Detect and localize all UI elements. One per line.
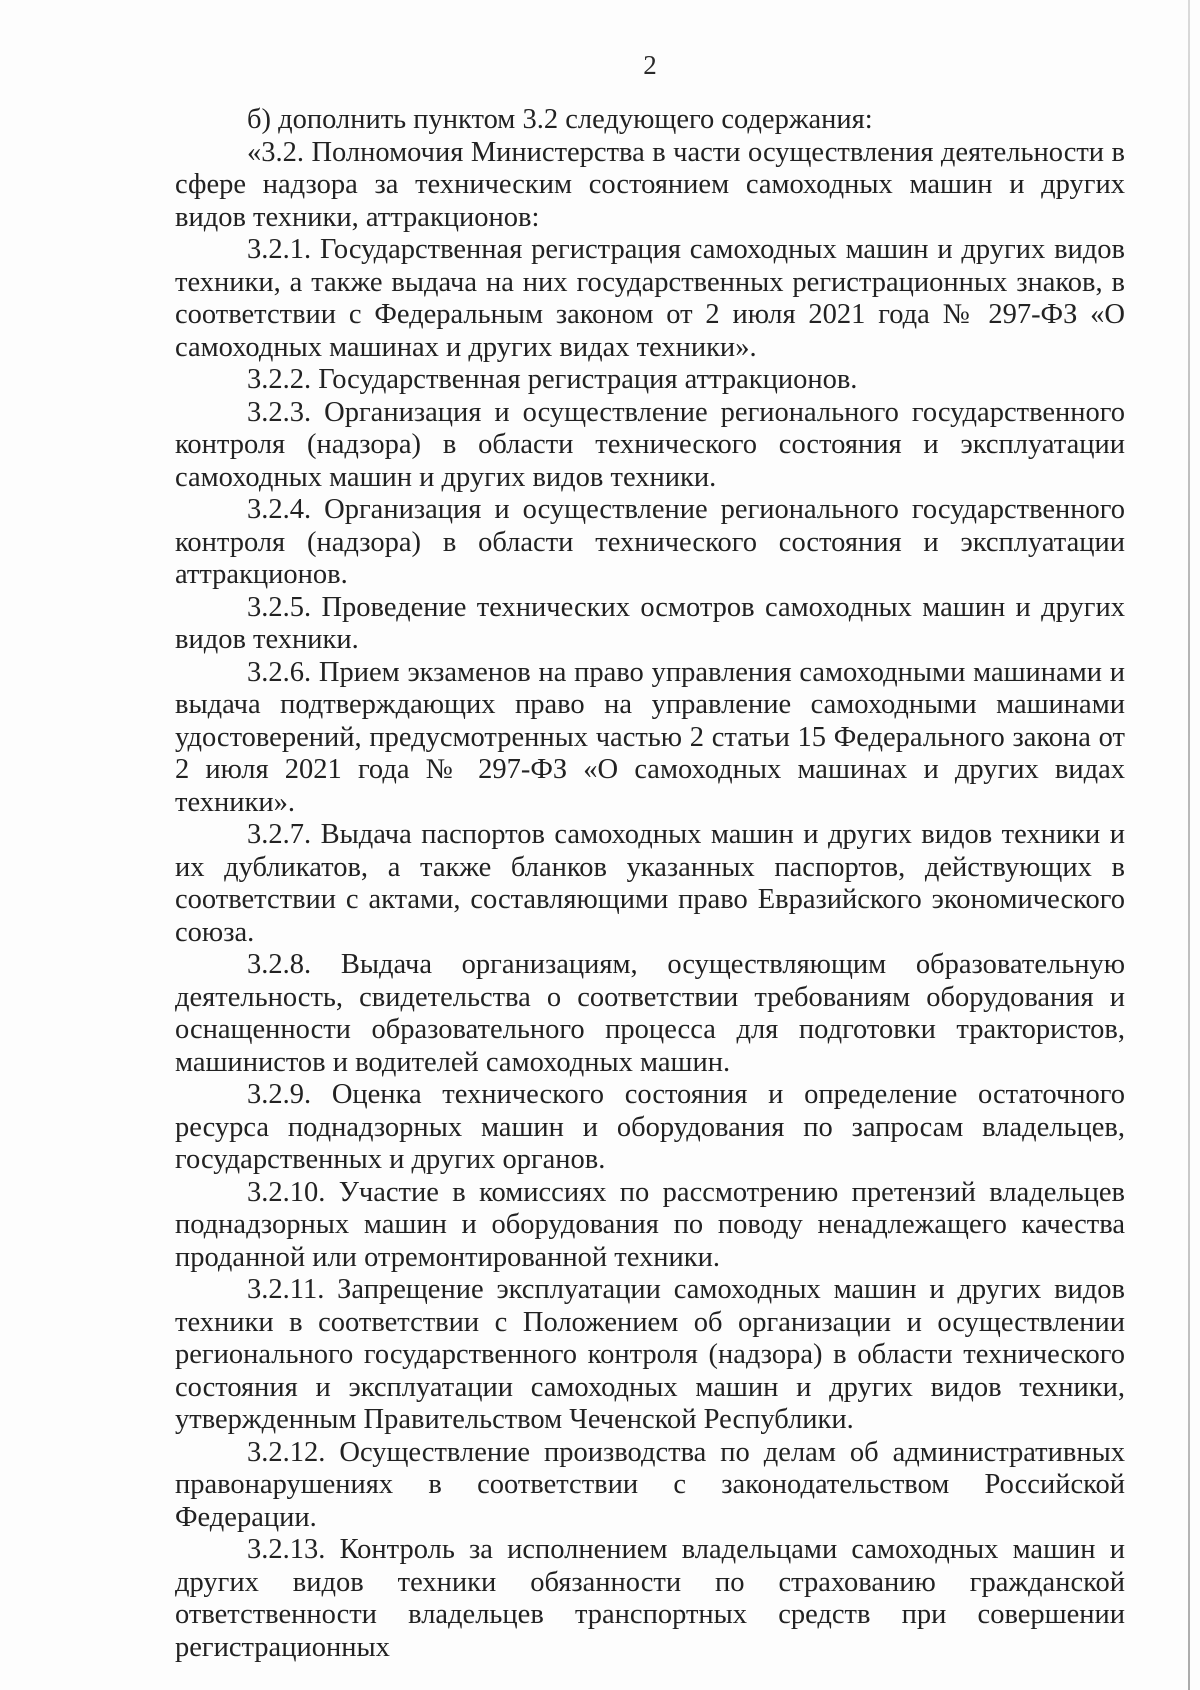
- paragraph-3-2-11: 3.2.11. Запрещение эксплуатации самоходных машин и других видов техники в соответствии с Положением об организации и осуществлении регионального государственного контроля (надзора) в области технического состояния и эксплуатации самоходных машин и других видов техники, утвержденным Правительством Чеченской Республики.: [175, 1274, 1125, 1435]
- paragraph-3-2-8: 3.2.8. Выдача организациям, осуществляющим образовательную деятельность, свидетельства о соответствии требованиям оборудования и оснащенности образовательного процесса для подготовки трактористов, машинистов и водителей самоходных машин.: [175, 949, 1125, 1078]
- paragraph-3-2-5: 3.2.5. Проведение технических осмотров самоходных машин и других видов техники.: [175, 591, 1125, 655]
- paragraph-3-2-9: 3.2.9. Оценка технического состояния и определение остаточного ресурса поднадзорных машин и оборудования по запросам владельцев, государственных и других органов.: [175, 1079, 1125, 1175]
- document-body: [175, 104, 1125, 1664]
- scan-edge-shadow: [1188, 0, 1190, 1690]
- paragraph-3-2-4: 3.2.4. Организация и осуществление регионального государственного контроля (надзора) в области технического состояния и эксплуатации аттракционов.: [175, 494, 1125, 590]
- paragraph-3-2-3: 3.2.3. Организация и осуществление регионального государственного контроля (надзора) в области технического состояния и эксплуатации самоходных машин и других видов техники.: [175, 396, 1125, 493]
- paragraph-3-2-13: 3.2.13. Контроль за исполнением владельцами самоходных машин и других видов техники обязанности по страхованию гражданской ответственности владельцев транспортных средств при совершении регистрационных: [175, 1534, 1125, 1663]
- paragraph-3-2: «3.2. Полномочия Министерства в части осуществления деятельности в сфере надзора за техническим состоянием самоходных машин и других видов техники, аттракционов:: [175, 136, 1125, 233]
- paragraph-intro: б) дополнить пунктом 3.2 следующего содержания:: [247, 104, 873, 135]
- paragraph-3-2-7: 3.2.7. Выдача паспортов самоходных машин и других видов техники и их дубликатов, а также бланков указанных паспортов, действующих в соответствии с актами, составляющими право Евразийского экономического союза.: [175, 819, 1125, 948]
- page-number: 2: [643, 50, 657, 80]
- paragraph-3-2-2: 3.2.2. Государственная регистрация аттракционов.: [247, 364, 858, 395]
- paragraph-3-2-1: 3.2.1. Государственная регистрация самоходных машин и других видов техники, а также выдача на них государственных регистрационных знаков, в соответствии с Федеральным законом от 2 июля 2021 года № 297-ФЗ «О самоходных машинах и других видах техники».: [175, 234, 1125, 363]
- paragraph-3-2-12: 3.2.12. Осуществление производства по делам об административных правонарушениях в соответствии с законодательством Российской Федерации.: [175, 1436, 1125, 1533]
- paragraph-3-2-6: 3.2.6. Прием экзаменов на право управления самоходными машинами и выдача подтверждающих право на управление самоходными машинами удостоверений, предусмотренных частью 2 статьи 15 Федерального закона от 2 июля 2021 года № 297-ФЗ «О самоходных машинах и других видах техники».: [175, 656, 1125, 818]
- paragraph-3-2-10: 3.2.10. Участие в комиссиях по рассмотрению претензий владельцев поднадзорных машин и оборудования по поводу ненадлежащего качества проданной или отремонтированной техники.: [175, 1176, 1125, 1273]
